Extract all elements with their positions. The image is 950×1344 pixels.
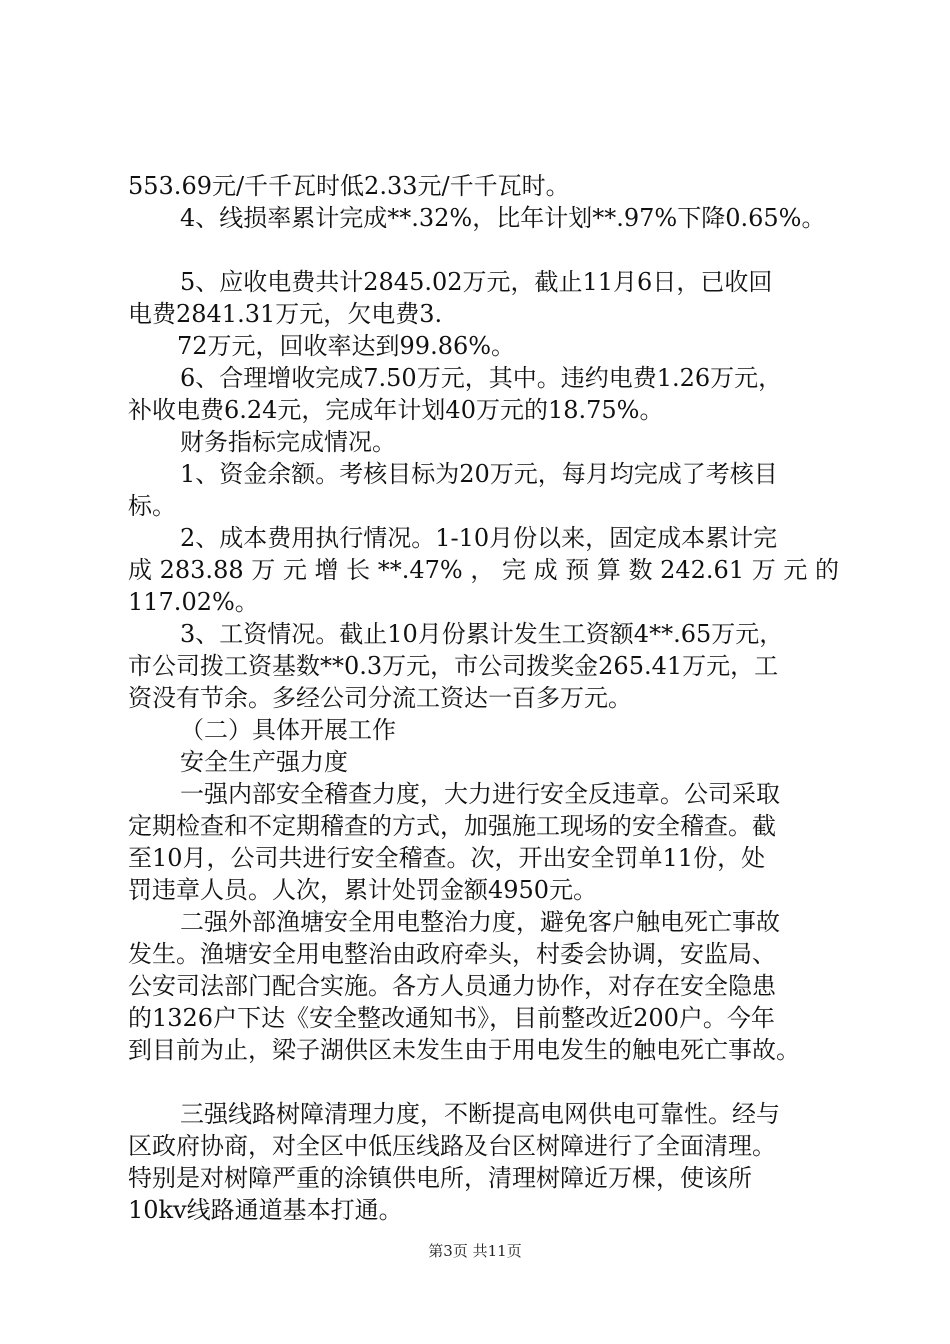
body-line: 5、应收电费共计2845.02万元，截止11月6日，已收回 (180, 268, 773, 296)
body-line: 到目前为止，梁子湖供区未发生由于用电发生的触电死亡事故。 (128, 1036, 800, 1064)
body-line: 补收电费6.24元，完成年计划40万元的18.75%。 (128, 396, 664, 424)
body-line: 定期检查和不定期稽查的方式，加强施工现场的安全稽查。截 (128, 812, 776, 840)
body-line: 6、合理增收完成7.50万元，其中。违约电费1.26万元， (180, 364, 783, 392)
body-line: 标。 (128, 492, 176, 520)
body-line: 二强外部渔塘安全用电整治力度，避免客户触电死亡事故 (180, 908, 780, 936)
body-line: 电费2841.31万元，欠电费3. (128, 300, 443, 328)
section-heading: （二）具体开展工作 (180, 716, 396, 744)
body-line: 财务指标完成情况。 (180, 428, 396, 456)
body-line: 2、成本费用执行情况。1-10月份以来，固定成本累计完 (180, 524, 778, 552)
subsection-heading: 安全生产强力度 (180, 748, 348, 776)
body-line: 资没有节余。多经公司分流工资达一百多万元。 (128, 684, 632, 712)
body-line: 一强内部安全稽查力度，大力进行安全反违章。公司采取 (180, 780, 780, 808)
body-line: 至10月，公司共进行安全稽查。次，开出安全罚单11份，处 (128, 844, 766, 872)
body-line: 公安司法部门配合实施。各方人员通力协作，对存在安全隐患 (128, 972, 776, 1000)
body-line: 的1326户下达《安全整改通知书》，目前整改近200户。今年 (128, 1004, 775, 1032)
body-line: 3、工资情况。截止10月份累计发生工资额4**.65万元， (180, 620, 784, 648)
body-line: 特别是对树障严重的涂镇供电所，清理树障近万棵，使该所 (128, 1164, 752, 1192)
body-line: 市公司拨工资基数**0.3万元，市公司拨奖金265.41万元，工 (128, 652, 779, 680)
body-line: 区政府协商，对全区中低压线路及台区树障进行了全面清理。 (128, 1132, 776, 1160)
body-line: 4、线损率累计完成**.32%，比年计划**.97%下降0.65%。 (180, 204, 826, 232)
body-line: 三强线路树障清理力度，不断提高电网供电可靠性。经与 (180, 1100, 780, 1128)
body-line: 72万元，回收率达到99.86%。 (177, 332, 516, 360)
body-line: 1、资金余额。考核目标为20万元，每月均完成了考核目 (180, 460, 778, 488)
body-line: 成 283.88 万 元 增 长 **.47% ， 完 成 预 算 数 242.61 万 元 的 (128, 556, 839, 584)
page-footer: 第3页 共11页 (428, 1242, 522, 1260)
body-line: 553.69元/千千瓦时低2.33元/千千瓦时。 (128, 172, 570, 200)
body-line: 117.02%。 (128, 588, 259, 616)
body-line: 发生。渔塘安全用电整治由政府牵头，村委会协调，安监局、 (128, 940, 776, 968)
body-line: 10kv线路通道基本打通。 (128, 1196, 403, 1224)
body-line: 罚违章人员。人次，累计处罚金额4950元。 (128, 876, 598, 904)
